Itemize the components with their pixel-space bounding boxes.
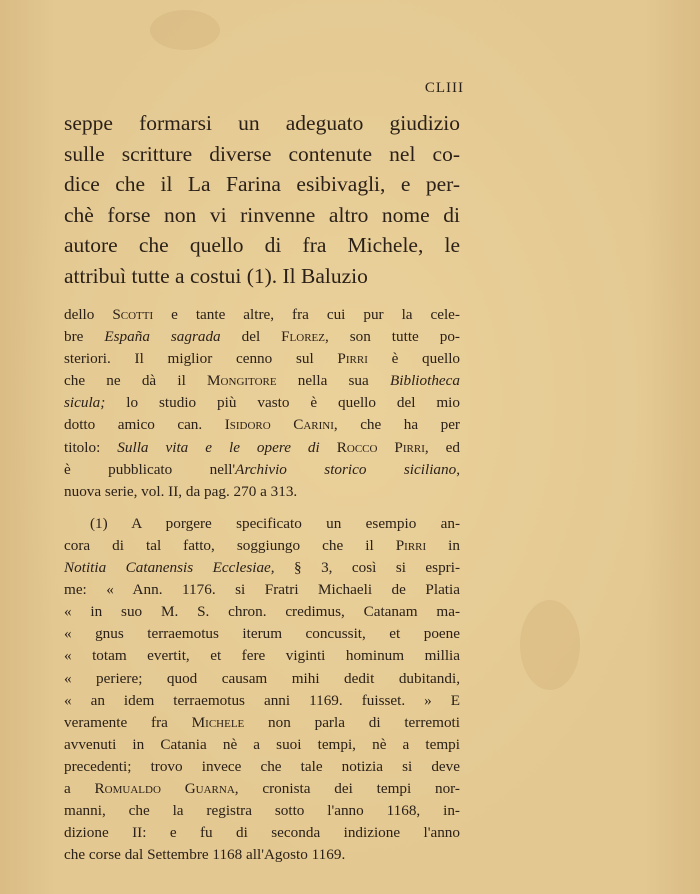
work-title: Archivio storico siciliano [235, 460, 457, 478]
footnote-line: a Romualdo Guarna, cronista dei tempi nor- [64, 779, 460, 797]
footnote-line: è pubblicato nell'Archivio storico siciliano, [64, 460, 460, 478]
footnote-continuation [64, 304, 460, 503]
text-line: seppe formarsi un adeguato giudizio [64, 111, 460, 135]
footnote-line: nuova serie, vol. II, da pag. 270 a 313. [64, 482, 298, 500]
work-title: Bibliotheca [389, 372, 460, 390]
footnote-line: « gnus terraemotus iterum concussit, et poene [64, 625, 460, 643]
text-line: attribuì tutte a costui (1). Il Baluzio [64, 263, 368, 288]
footnote-line: « an idem terraemotus anni 1169. fuisset. » E [64, 691, 460, 709]
footnote-line: bre España sagrada del Florez, son tutte po- [64, 328, 460, 346]
footnote-line: dotto amico can. Isidoro Carini, che ha per [64, 416, 460, 434]
main-text-block [64, 108, 460, 291]
footnote-line: che corse dal Settembre 1168 all'Agosto 1169. [64, 846, 346, 864]
footnote-line: « totam evertit, et fere viginti hominum millia [64, 647, 460, 665]
text-line: dice che il La Farina esibivagli, e per- [64, 172, 460, 196]
footnote-line: veramente fra Michele non parla di terremoti [64, 713, 460, 731]
paper-stain [520, 600, 580, 690]
text-line: autore che quello di fra Michele, le [64, 233, 460, 257]
author-name: Pirri [395, 536, 427, 554]
footnote-line: avvenuti in Catania nè a suoi tempi, nè a tempi [64, 735, 460, 753]
footnote-line: sicula; lo studio più vasto è quello del mio [64, 394, 460, 412]
work-title: Sulla vita e le opere di [117, 438, 320, 456]
footnote-line: dello Scotti e tante altre, fra cui pur la cele- [64, 306, 460, 323]
text-line: sulle scritture diverse contenute nel co- [64, 141, 460, 166]
footnotes-section [64, 304, 460, 866]
footnote-line: manni, che la registra sotto l'anno 1168, in- [64, 802, 460, 820]
text-line: chè forse non vi rinvenne altro nome di [64, 202, 460, 227]
footnote-1 [64, 513, 460, 867]
footnote-line: (1) A porgere specificato un esempio an- [90, 514, 460, 532]
work-title: sicula; [64, 394, 106, 412]
paper-stain [150, 10, 220, 50]
footnote-line: steriori. Il miglior cenno sul Pirri è quello [64, 350, 461, 368]
footnote-line: Notitia Catanensis Ecclesiae, § 3, così si espri- [64, 559, 460, 577]
author-name: Michele [191, 713, 245, 731]
footnote-line: « in suo M. S. chron. credimus, Catanam ma- [64, 603, 460, 621]
author-name: Scotti [112, 306, 154, 323]
page-number: CLIII [424, 80, 464, 96]
author-name: Pirri [337, 350, 368, 368]
footnote-line: me: « Ann. 1176. si Fratri Michaeli de Platia [64, 581, 460, 599]
work-title: España sagrada [104, 328, 221, 346]
work-title: Notitia Catanensis Ecclesiae, [64, 559, 275, 577]
footnote-line: titolo: Sulla vita e le opere di Rocco Pirri, ed [64, 438, 461, 456]
author-name: Florez [281, 328, 325, 346]
author-name: Romualdo Guarna [94, 779, 235, 797]
author-name: Mongitore [207, 372, 277, 390]
footnote-line: che ne dà il Mongitore nella sua Bibliotheca [64, 372, 460, 390]
author-name: Rocco Pirri [336, 438, 425, 456]
footnote-line: dizione II: e fu di seconda indizione l'anno [64, 824, 460, 842]
footnote-line: « periere; quod causam mihi dedit dubitandi, [64, 669, 460, 687]
footnote-line: precedenti; trovo invece che tale notizia si deve [64, 757, 460, 775]
author-name: Isidoro Carini [224, 416, 334, 434]
footnote-line: cora di tal fatto, soggiungo che il Pirri in [64, 536, 460, 554]
